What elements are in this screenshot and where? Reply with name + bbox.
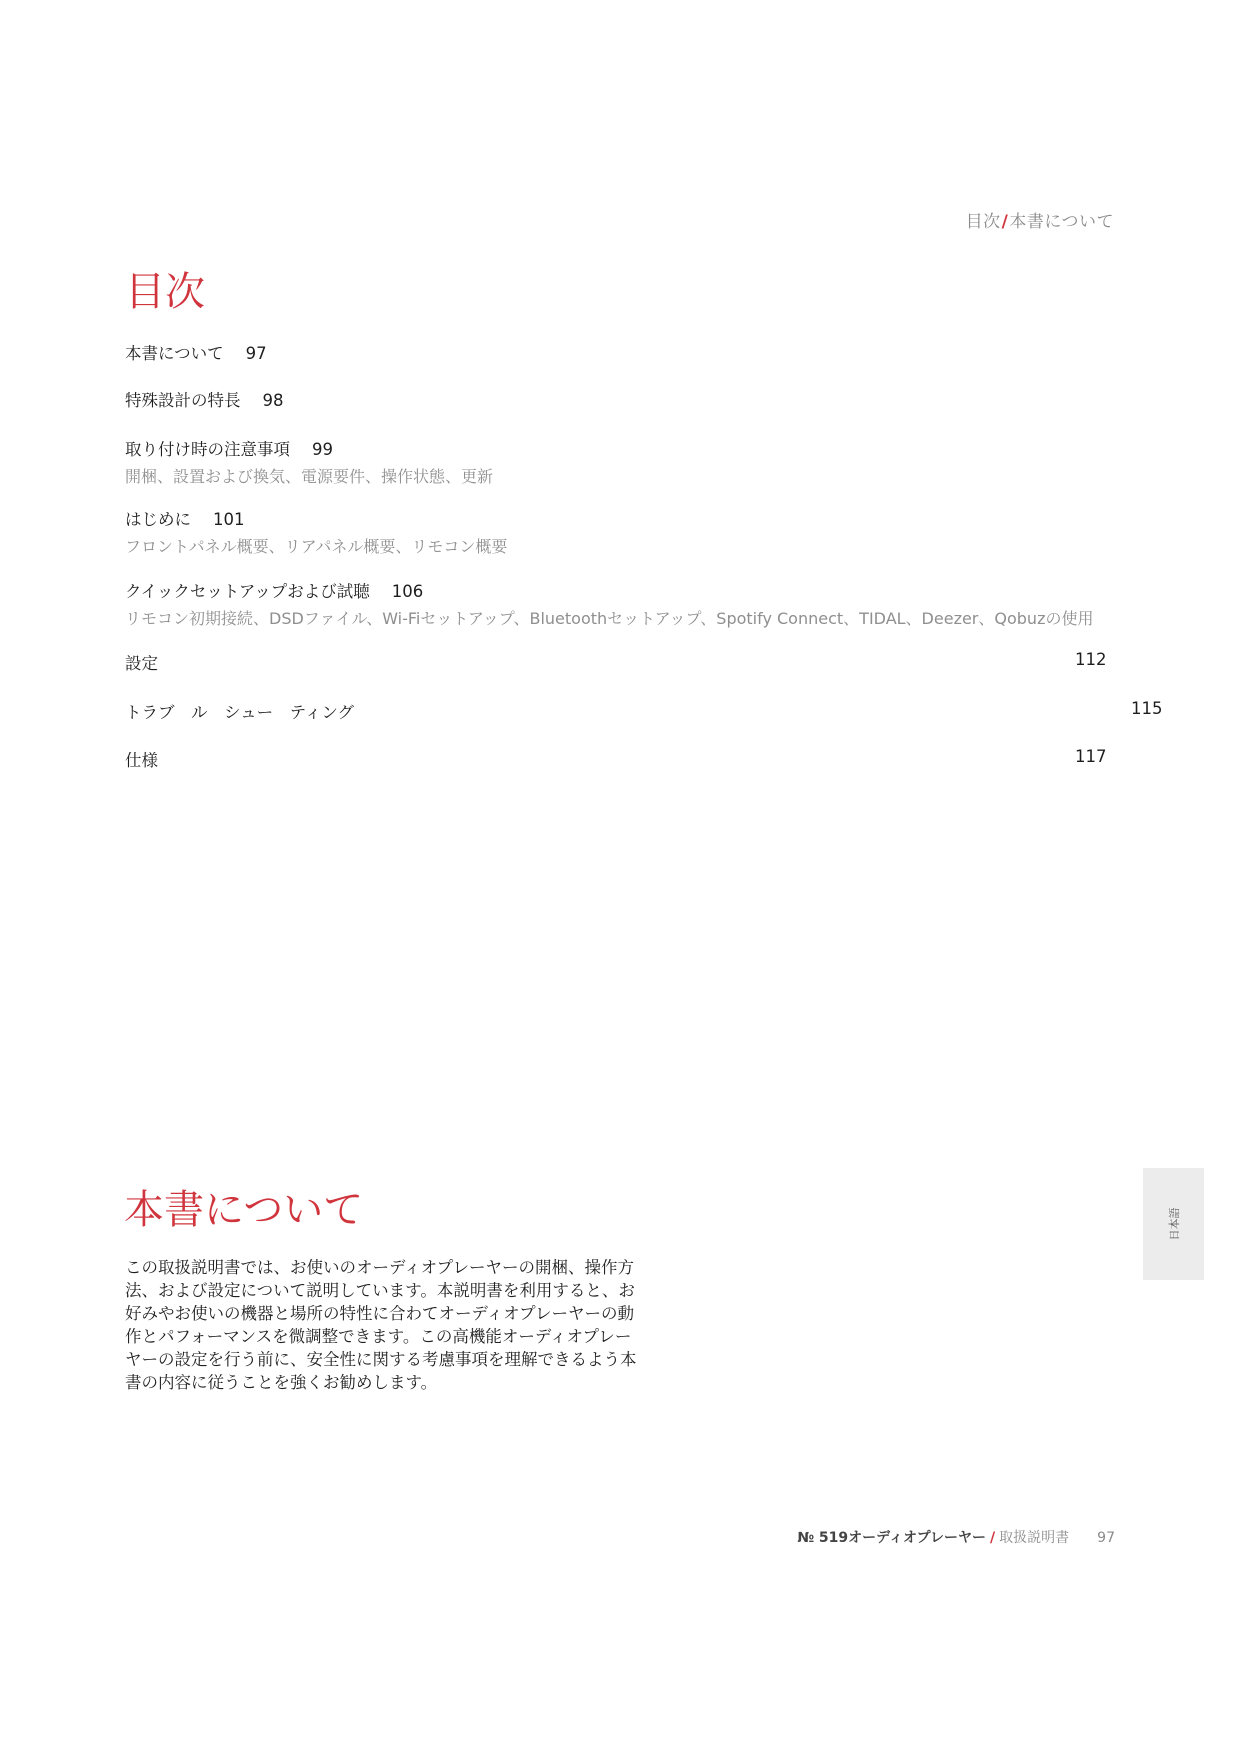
toc-heading: 目次 — [125, 269, 205, 315]
toc-entry-subtopics: リモコン初期接続、DSDファイル、Wi-Fiセットアップ、Bluetoothセットアップ、Spotify Connect、TIDAL、Deezer、Qobuzの使用 — [125, 609, 1094, 628]
toc-entry-title[interactable]: 取り付け時の注意事項 — [125, 440, 290, 459]
toc-entry-page: 101 — [213, 510, 245, 529]
toc-entry-title[interactable]: トラブ ル シュー ティング — [125, 703, 355, 722]
section-title-about: 本書について — [124, 1187, 364, 1233]
toc-entry-title[interactable]: 設定 — [125, 654, 158, 673]
toc-entry-settings[interactable] — [125, 650, 1175, 674]
toc-entry-page: 112 — [1075, 650, 1107, 669]
breadcrumb — [966, 207, 1114, 232]
toc-entry-quick-setup[interactable] — [125, 578, 1175, 629]
page-number: 97 — [1097, 1530, 1115, 1546]
toc-entry-page: 115 — [1131, 699, 1163, 718]
toc-entry-subtopics: フロントパネル概要、リアパネル概要、リモコン概要 — [125, 537, 508, 556]
intro-paragraph: この取扱説明書では、お使いのオーディオプレーヤーの開梱、操作方法、および設定について説明しています。本説明書を利用すると、お好みやお使いの機器と場所の特性に合わてオーディオプレーヤーの動作とパフォーマンスを微調整できます。この高機能オーディオプレーヤーの設定を行う前に、安全性に関する考慮事項を理解できるよう本書の内容に従うことを強くお勧めします。 — [125, 1258, 637, 1392]
toc-entry-page: 106 — [391, 582, 424, 601]
toc-entry-page: 117 — [1075, 747, 1107, 766]
toc-entry-page: 98 — [262, 391, 284, 410]
toc-entry-title[interactable]: クイックセットアップおよび試聴 — [125, 582, 370, 601]
footer-model: № 519オーディオプレーヤー — [797, 1530, 987, 1546]
language-tab — [1143, 1168, 1204, 1280]
toc-entry-getting-started[interactable] — [125, 506, 1175, 557]
language-tab-label: 日本語 — [1167, 1207, 1181, 1241]
toc-entry-installation[interactable] — [125, 436, 1175, 487]
toc-entry-page: 99 — [312, 440, 333, 459]
toc-entry-subtopics: 開梱、設置および換気、電源要件、操作状態、更新 — [125, 467, 494, 486]
footer-doc-title: 取扱説明書 — [999, 1530, 1070, 1546]
breadcrumb-separator: / — [1001, 212, 1009, 232]
breadcrumb-toc: 目次 — [965, 212, 1001, 232]
toc-entry-specifications[interactable] — [125, 747, 1175, 771]
toc-entry-title[interactable]: 特殊設計の特長 — [125, 391, 241, 410]
page-footer — [797, 1527, 1115, 1547]
toc-entry-troubleshooting[interactable] — [125, 699, 1175, 723]
toc-entry-title[interactable]: 本書について — [125, 344, 224, 363]
breadcrumb-current: 本書について — [1009, 212, 1114, 232]
toc-entry-page: 97 — [245, 344, 267, 363]
toc-entry-title[interactable]: 仕様 — [125, 751, 158, 770]
toc-entry-title[interactable]: はじめに — [125, 510, 191, 529]
toc-entry-features[interactable] — [125, 387, 1175, 411]
toc-entry-about[interactable] — [125, 340, 1175, 364]
footer-separator: / — [990, 1530, 996, 1546]
